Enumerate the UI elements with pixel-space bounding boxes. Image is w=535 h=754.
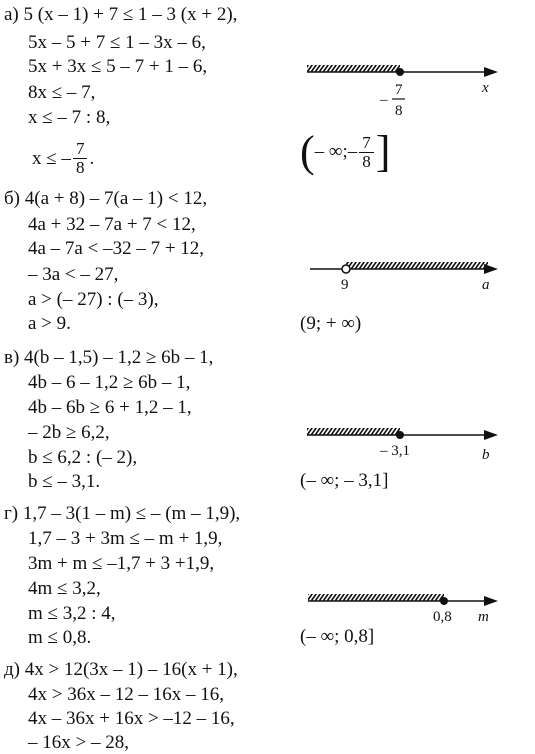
- answer-interval-text: – ∞;–: [314, 141, 358, 162]
- equation-line: 4b – 6b ≥ 6 + 1,2 – 1,: [28, 397, 192, 418]
- open-point: [342, 265, 350, 273]
- answer-g: (– ∞; 0,8]: [300, 626, 375, 647]
- equation-line: 4x > 36x – 12 – 16x – 16,: [28, 684, 224, 705]
- answer-b: (9; + ∞): [300, 313, 362, 334]
- axis-arrowhead: [484, 430, 498, 440]
- equation-line: г) 1,7 – 3(1 – m) ≤ – (m – 1,9),: [4, 503, 241, 524]
- equation-line: в) 4(b – 1,5) – 1,2 ≥ 6b – 1,: [4, 347, 214, 368]
- equation-line: 5x – 5 + 7 ≤ 1 – 3x – 6,: [28, 32, 206, 53]
- fraction-denominator: 8: [75, 158, 85, 177]
- equation-line: m ≤ 3,2 : 4,: [28, 603, 116, 624]
- equation-line: 4a + 32 – 7a + 7 < 12,: [28, 214, 196, 235]
- equation-line: д) 4x > 12(3x – 1) – 16(x + 1),: [4, 659, 238, 680]
- equation-line: 4m ≤ 3,2,: [28, 578, 101, 599]
- axis-arrowhead: [484, 67, 498, 77]
- closed-point: [396, 431, 404, 439]
- equation-line: 4b – 6 – 1,2 ≥ 6b – 1,: [28, 372, 191, 393]
- equation-line: m ≤ 0,8.: [28, 627, 92, 648]
- fraction-denominator: 8: [362, 151, 371, 171]
- equation-line: а) 5 (x – 1) + 7 ≤ 1 – 3 (x + 2),: [4, 4, 238, 25]
- equation-line: 1,7 – 3 + 3m ≤ – m + 1,9,: [28, 528, 223, 549]
- axis-variable: m: [478, 609, 489, 625]
- hatched-region: [346, 262, 488, 269]
- closed-point: [396, 68, 404, 76]
- number-line-b: [0, 255, 535, 295]
- equation-line: 5x + 3x ≤ 5 – 7 + 1 – 6,: [28, 56, 208, 77]
- number-line-a: [0, 58, 535, 128]
- equation-line: 4x – 36x + 16x > –12 – 16,: [28, 708, 235, 729]
- equation-line: – 2b ≥ 6,2,: [28, 422, 110, 443]
- point-label: – 3,1: [380, 443, 410, 459]
- point-label: 9: [341, 277, 349, 293]
- number-line-v: [0, 421, 535, 466]
- equation-line: b ≤ 6,2 : (– 2),: [28, 447, 138, 468]
- axis-arrowhead: [484, 596, 498, 606]
- equation-line: x ≤ – 7 : 8,: [28, 107, 111, 128]
- closed-point: [440, 597, 448, 605]
- hatched-region: [307, 428, 400, 435]
- point-label: 0,8: [433, 609, 452, 625]
- fraction-numerator: 7: [73, 140, 88, 159]
- point-sign: –: [380, 92, 388, 108]
- number-line-g: [0, 587, 535, 627]
- answer-close-bracket: ]: [375, 127, 391, 176]
- answer-a: [300, 127, 391, 176]
- point-numerator: 7: [395, 82, 403, 98]
- equation-line: б) 4(a + 8) – 7(a – 1) < 12,: [4, 188, 208, 209]
- answer-v: (– ∞; – 3,1]: [300, 470, 389, 491]
- equation-line: a > 9.: [28, 313, 71, 334]
- equation-line: 3m + m ≤ –1,7 + 3 +1,9,: [28, 553, 215, 574]
- hatched-region: [308, 594, 444, 601]
- final-fraction: [73, 140, 88, 177]
- fraction-numerator: 7: [359, 134, 374, 153]
- answer-fraction: [359, 134, 374, 171]
- axis-variable: a: [482, 277, 490, 293]
- equation-line: 4a – 7a < –32 – 7 + 12,: [28, 238, 205, 259]
- equation-line: b ≤ – 3,1.: [28, 471, 101, 492]
- equation-final-line: [32, 140, 94, 177]
- axis-variable: b: [482, 447, 490, 463]
- equation-line: 8x ≤ – 7,: [28, 82, 96, 103]
- point-denominator: 8: [395, 103, 403, 119]
- hatched-region: [307, 65, 400, 72]
- axis-variable: x: [482, 80, 489, 96]
- answer-open-paren: (: [300, 127, 315, 176]
- final-suffix: .: [89, 147, 95, 169]
- axis-arrowhead: [484, 264, 498, 274]
- equation-line: – 16x > – 28,: [28, 732, 129, 753]
- final-prefix: x ≤ –: [32, 147, 71, 169]
- equation-line: – 3a < – 27,: [28, 264, 119, 285]
- equation-line: a > (– 27) : (– 3),: [28, 289, 159, 310]
